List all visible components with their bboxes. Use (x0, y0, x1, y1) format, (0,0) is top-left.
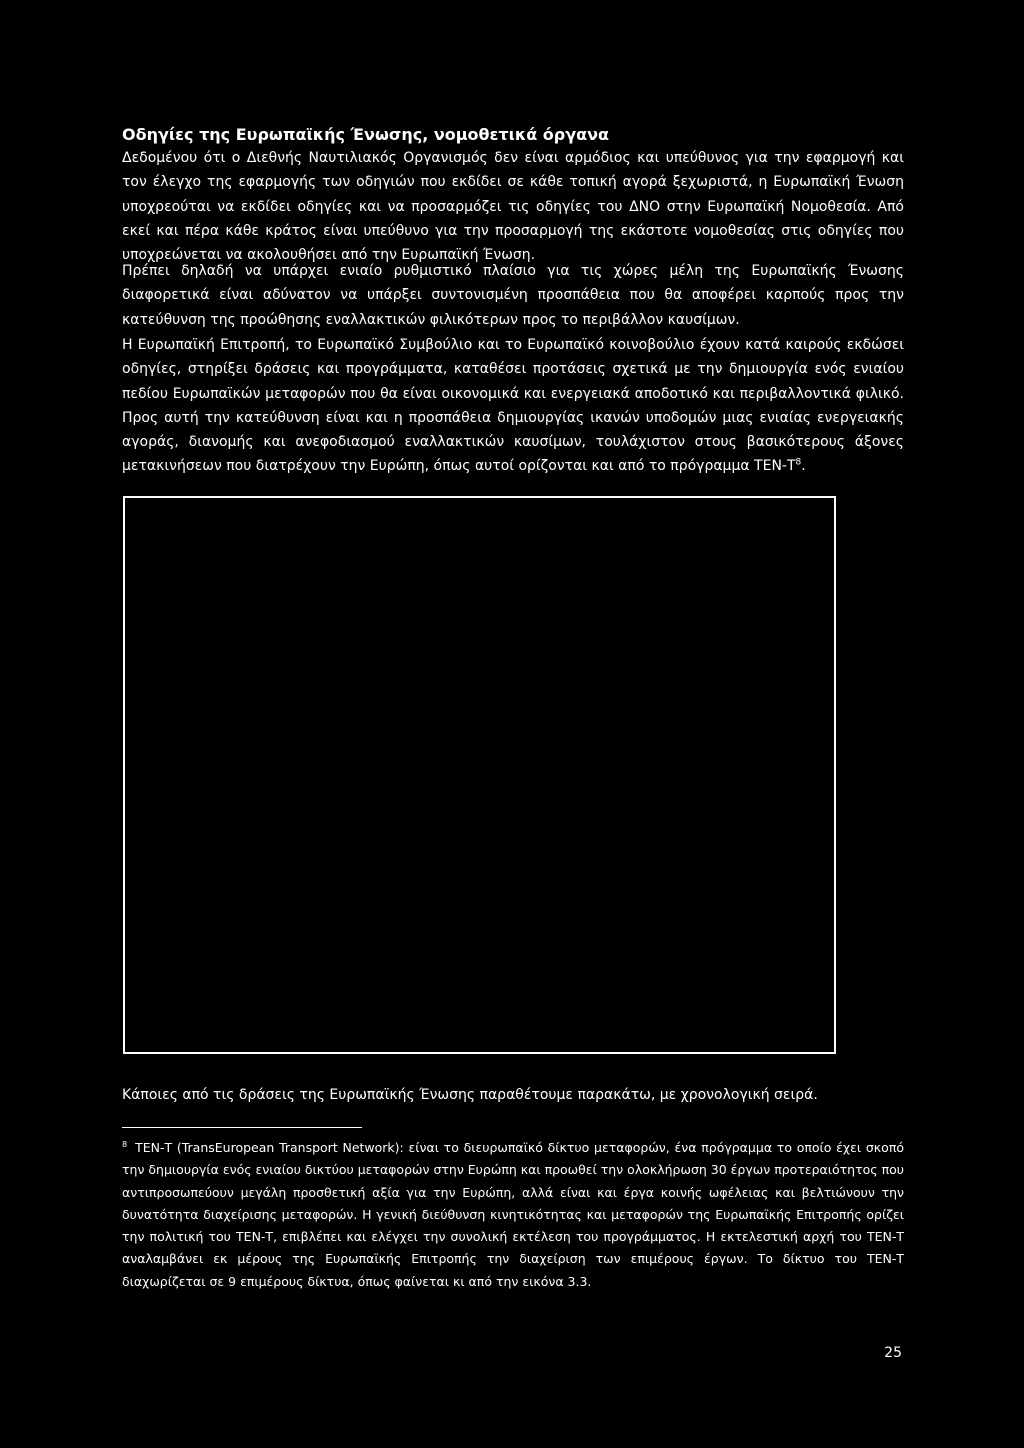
figure-placeholder (123, 496, 836, 1054)
paragraph-3 (122, 333, 904, 479)
section-heading: Οδηγίες της Ευρωπαϊκής Ένωσης, νομοθετικά όργανα (122, 125, 609, 144)
footnote-reference: 8 (795, 457, 802, 468)
paragraph-3-end: . (801, 458, 806, 475)
paragraph-3-text: Η Ευρωπαϊκή Επιτροπή, το Ευρωπαϊκό Συμβούλιο και το Ευρωπαϊκό κοινοβούλιο έχουν κατά καιρούς εκδώσει οδηγίες, στηρίξει δράσεις και προγράμματα, καταθέσει προτάσεις σχετικά με την δημιουργία ενός ενιαίου πεδίου Ευρωπαϊκών μεταφορών που θα είναι οικονομικά και ενεργειακά αποδοτικό και περιβαλλοντικά φιλικό. Προς αυτή την κατεύθυνση είναι και η προσπάθεια δημιουργίας ικανών υποδομών μιας ενιαίας ενεργειακής αγοράς, διανομής και ανεφοδιασμού εναλλακτικών καυσίμων, τουλάχιστον στους βασικότερους άξονες μετακινήσεων που διατρέχουν την Ευρώπη, όπως αυτοί ορίζονται και από το πρόγραμμα ΤΕΝ-Τ (122, 337, 904, 475)
footnote-separator (122, 1127, 362, 1128)
footnote (122, 1137, 904, 1293)
figure-intro-text: Κάποιες από τις δράσεις της Ευρωπαϊκής Ένωσης παραθέτουμε παρακάτω, με χρονολογική σειρά. (122, 1087, 818, 1103)
page-number: 25 (884, 1345, 902, 1361)
paragraph-1: Δεδομένου ότι ο Διεθνής Ναυτιλιακός Οργανισμός δεν είναι αρμόδιος και υπεύθυνος για την εφαρμογή και τον έλεγχο της εφαρμογής των οδηγιών που εκδίδει σε κάθε τοπική αγορά ξεχωριστά, η Ευρωπαϊκή Ένωση υποχρεούται να εκδίδει οδηγίες και να προσαρμόζει τις οδηγίες του ΔΝΟ στην Ευρωπαϊκή Νομοθεσία. Από εκεί και πέρα κάθε κράτος είναι υπεύθυνο για την προσαρμογή της εκάστοτε νομοθεσίας στις οδηγίες που υποχρεώνεται να ακολουθήσει από την Ευρωπαϊκή Ένωση. (122, 150, 904, 264)
footnote-text: ΤΕΝ-Τ (TransEuropean Transport Network): είναι το διευρωπαϊκό δίκτυο μεταφορών, ένα πρόγραμμα το οποίο έχει σκοπό την δημιουργία ενός ενιαίου δικτύου μεταφορών στην Ευρώπη και προωθεί την ολοκλήρωση 30 έργων προτεραιότητος που αντιπροσωπεύουν μεγάλη προσθετική αξία για την Ευρώπη, αλλά είναι και έργα κοινής ωφέλειας και βελτιώνουν την δυνατότητα διαχείρισης μεταφορών. Η γενική διεύθυνση κινητικότητας και μεταφορών της Ευρωπαϊκής Επιτροπής ορίζει την πολιτική του ΤΕΝ-Τ, επιβλέπει και ελέγχει την συνολική εκτέλεση του προγράμματος. Η εκτελεστική αρχή του ΤΕΝ-Τ αναλαμβάνει εκ μέρους της Ευρωπαϊκής Επιτροπής την διαχείριση των επιμέρους έργων. Το δίκτυο του ΤΕΝ-Τ διαχωρίζεται σε 9 επιμέρους δίκτυα, όπως φαίνεται κι από την εικόνα 3.3. (122, 1140, 904, 1289)
footnote-marker: 8 (122, 1139, 128, 1149)
paragraph-2: Πρέπει δηλαδή να υπάρχει ενιαίο ρυθμιστικό πλαίσιο για τις χώρες μέλη της Ευρωπαϊκής Ένωσης διαφορετικά είναι αδύνατον να υπάρξει συντονισμένη προσπάθεια που θα αποφέρει καρπούς προς την κατεύθυνση της προώθησης εναλλακτικών φιλικότερων προς το περιβάλλον καυσίμων. (122, 263, 904, 328)
